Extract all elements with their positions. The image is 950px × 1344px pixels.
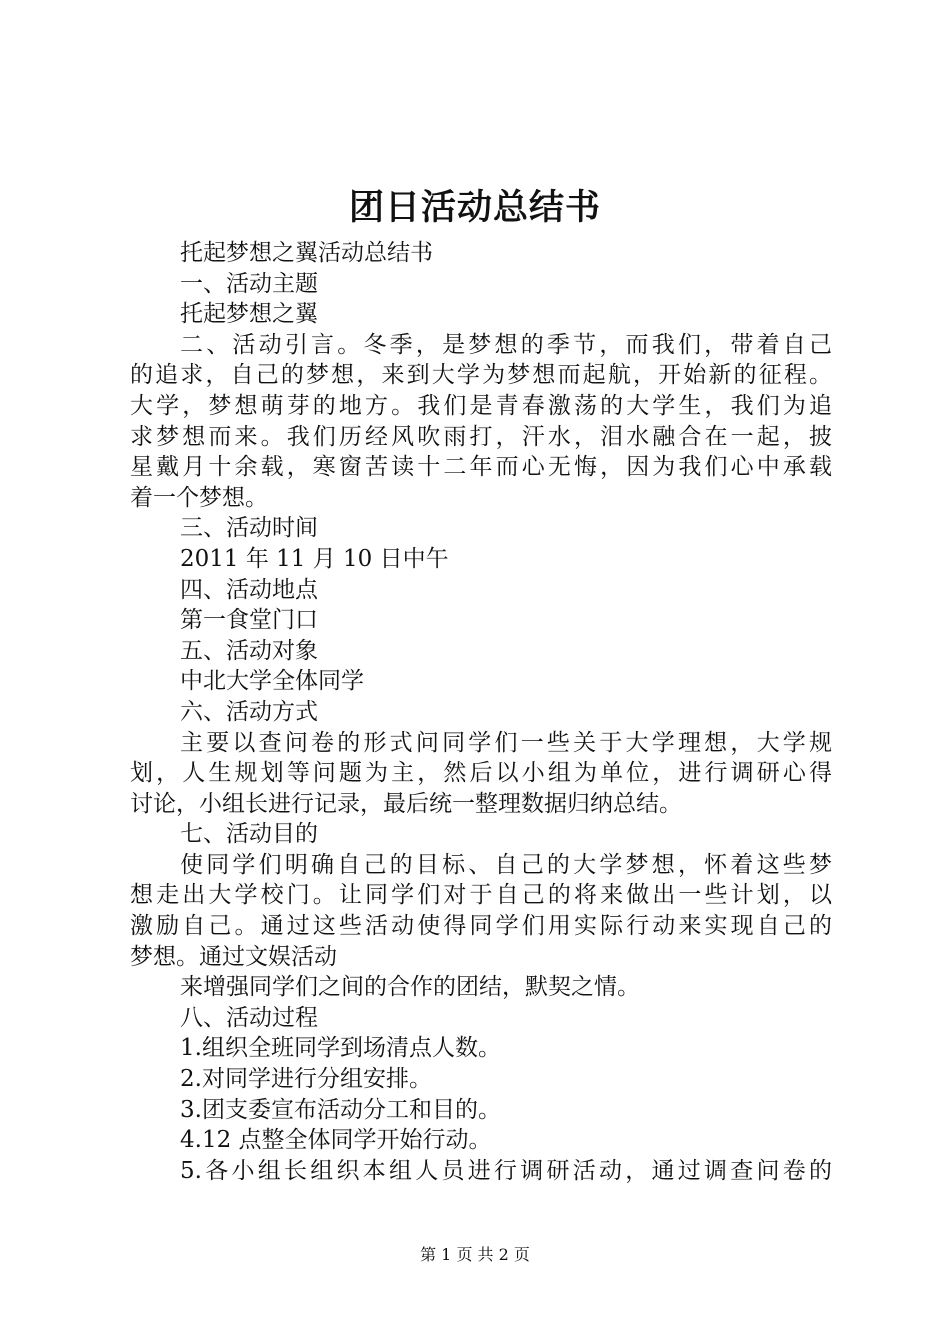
text-line: 二、活动引言。冬季，是梦想的季节，而我们，带着自己 (180, 331, 832, 358)
text-line: 一、活动主题 (180, 270, 318, 297)
text-line: 使同学们明确自己的目标、自己的大学梦想，怀着这些梦 (180, 851, 832, 878)
text-line: 激励自己。通过这些活动使得同学们用实际行动来实现自己的 (130, 913, 832, 940)
text-line: 梦想。通过文娱活动 (130, 943, 337, 970)
text-line: 讨论，小组长进行记录，最后统一整理数据归纳总结。 (130, 790, 682, 817)
text-line: 4.12 点整全体同学开始行动。 (180, 1127, 492, 1154)
text-line: 托起梦想之翼活动总结书 (180, 240, 433, 266)
text-line: 5.各小组长组织本组人员进行调研活动，通过调查问卷的 (180, 1157, 832, 1184)
text-line: 第一食堂门口 (180, 607, 318, 634)
text-line: 六、活动方式 (180, 698, 318, 725)
text-line: 划，人生规划等问题为主，然后以小组为单位，进行调研心得 (130, 760, 832, 787)
text-line: 七、活动目的 (180, 821, 318, 848)
text-line: 托起梦想之翼 (180, 301, 318, 328)
text-line: 星戴月十余载，寒窗苦读十二年而心无悔，因为我们心中承载 (130, 454, 832, 481)
text-line: 三、活动时间 (180, 515, 318, 542)
text-line: 2.对同学进行分组安排。 (180, 1066, 432, 1093)
document-title: 团日活动总结书 (348, 187, 601, 228)
text-line: 主要以查问卷的形式问同学们一些关于大学理想，大学规 (180, 729, 832, 756)
text-line: 1.组织全班同学到场清点人数。 (180, 1035, 501, 1062)
text-line: 中北大学全体同学 (180, 668, 364, 695)
text-line: 的追求，自己的梦想，来到大学为梦想而起航，开始新的征程。 (130, 362, 832, 389)
text-line: 五、活动对象 (180, 637, 318, 664)
text-line: 四、活动地点 (180, 576, 318, 603)
page-footer: 第 1 页 共 2 页 (420, 1245, 530, 1264)
text-line: 大学，梦想萌芽的地方。我们是青春激荡的大学生，我们为追 (130, 392, 832, 419)
text-line: 3.团支委宣布活动分工和目的。 (180, 1096, 501, 1123)
text-line: 求梦想而来。我们历经风吹雨打，汗水，泪水融合在一起，披 (130, 423, 832, 450)
text-line: 想走出大学校门。让同学们对于自己的将来做出一些计划，以 (130, 882, 832, 909)
text-line: 来增强同学们之间的合作的团结，默契之情。 (180, 974, 640, 1001)
text-line: 着一个梦想。 (130, 484, 268, 511)
text-line: 八、活动过程 (180, 1004, 318, 1031)
text-line: 2011 年 11 月 10 日中午 (180, 545, 449, 572)
document-body (130, 238, 832, 1186)
